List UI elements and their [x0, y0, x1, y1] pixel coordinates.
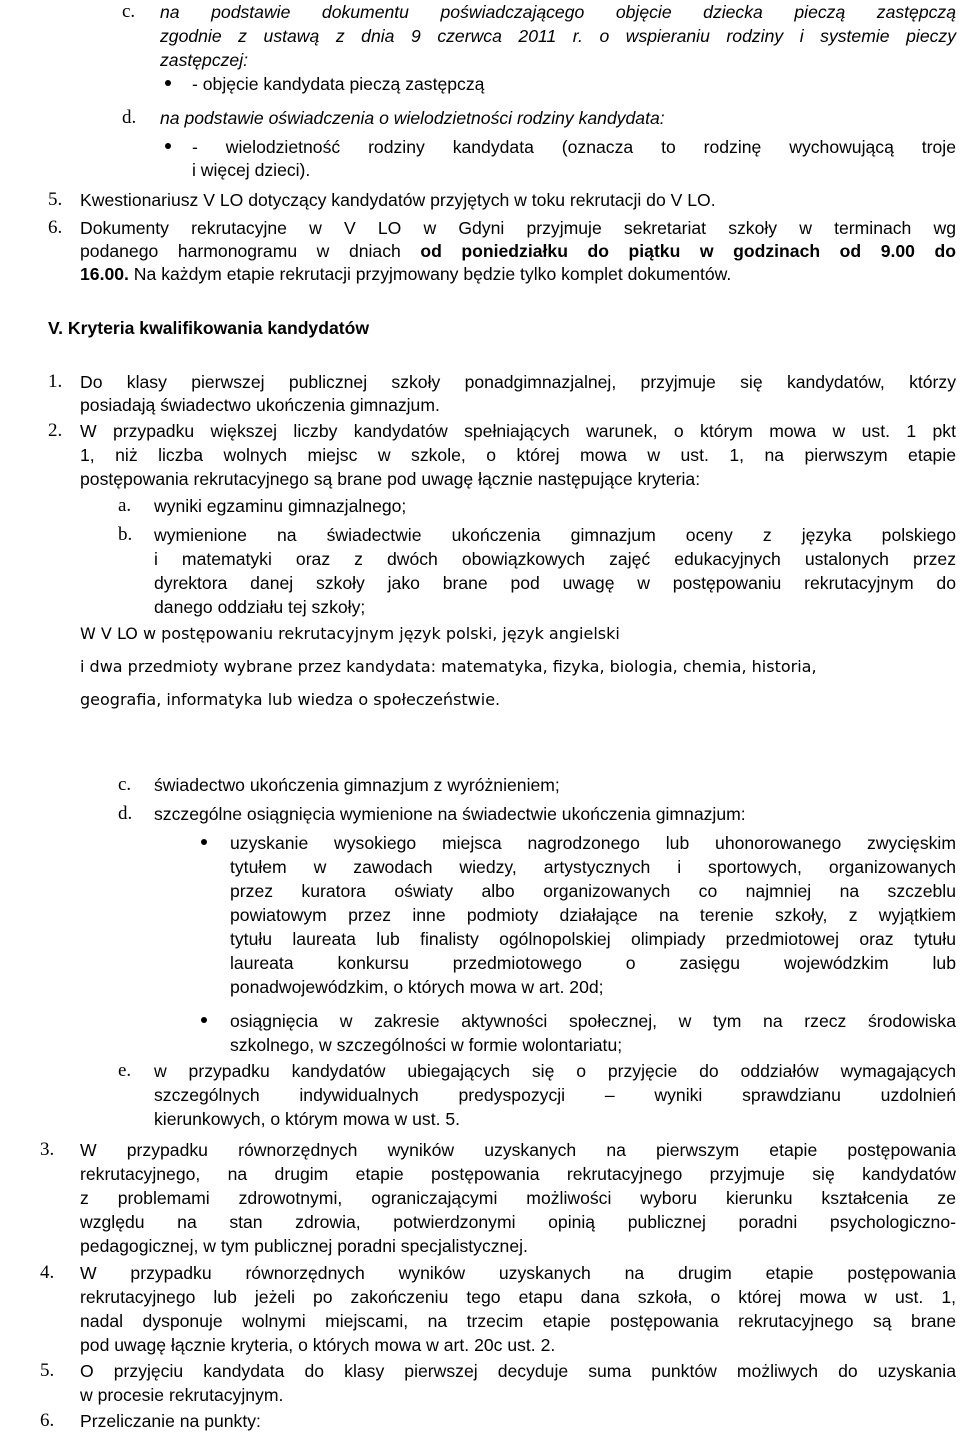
list-marker-b: b.	[118, 524, 133, 545]
bullet-text: tytułem w zawodach wiedzy, artystycznych i sportowych, organizowanych	[230, 857, 956, 877]
note-line: W V LO w postępowaniu rekrutacyjnym język polski, język angielski	[80, 624, 620, 643]
list-marker-d: d.	[122, 107, 137, 128]
text-run-bold: od poniedziałku do piątku w godzinach od 9.00 do	[420, 241, 956, 261]
paragraph-line	[80, 266, 731, 284]
paragraph-line: świadectwo ukończenia gimnazjum z wyróżnieniem;	[154, 775, 560, 795]
list-marker-c: c.	[118, 774, 132, 795]
paragraph-line: z problemami zdrowotnymi, ograniczającymi możliwości wyboru kierunku kształcenia ze	[80, 1188, 956, 1208]
paragraph-line: i matematyki oraz z dwóch obowiązkowych zajęć edukacyjnych ustalonych przez	[154, 549, 956, 569]
bullet-icon	[201, 1017, 207, 1023]
bullet-text: - wielodzietność rodziny kandydata (oznacza to rodzinę wychowującą troje	[192, 137, 956, 157]
bullet-icon	[165, 143, 171, 149]
bullet-icon	[201, 839, 207, 845]
bullet-text: tytułu laureata lub finalisty ogólnopolskiej olimpiady przedmiotowej oraz tytułu	[230, 929, 956, 949]
list-marker-1: 1.	[48, 371, 63, 392]
list-marker-4: 4.	[40, 1262, 55, 1283]
bullet-text: szkolnego, w szczególności w formie wolontariatu;	[230, 1035, 623, 1055]
bullet-text: ponadwojewódzkim, o których mowa w art. 20d;	[230, 977, 604, 997]
list-marker-5: 5.	[48, 189, 63, 210]
paragraph-line: O przyjęciu kandydata do klasy pierwszej decyduje suma punktów możliwych do uzyskania	[80, 1361, 956, 1381]
paragraph-line: zastępczej:	[160, 50, 249, 70]
paragraph-line: 1, niż liczba wolnych miejsc w szkole, o której mowa w ust. 1, na pierwszym etapie	[80, 445, 956, 465]
list-marker-5: 5.	[40, 1360, 55, 1381]
paragraph-line: rekrutacyjnego, na drugim etapie postępowania rekrutacyjnego przyjmuje się kandydatów	[80, 1164, 956, 1184]
note-line: geografia, informatyka lub wiedza o społeczeństwie.	[80, 690, 501, 709]
paragraph-line: pod uwagę łącznie kryteria, o których mowa w art. 20c ust. 2.	[80, 1335, 556, 1355]
bullet-text: przez kuratora oświaty albo organizowanych co najmniej na szczeblu	[230, 881, 956, 901]
text-run: podanego harmonogramu w dniach	[80, 241, 421, 261]
paragraph-line: posiadają świadectwo ukończenia gimnazjum.	[80, 395, 440, 415]
paragraph-line: Kwestionariusz V LO dotyczący kandydatów przyjętych w toku rekrutacji do V LO.	[80, 190, 716, 210]
paragraph-line: szczególne osiągnięcia wymienione na świadectwie ukończenia gimnazjum:	[154, 804, 746, 824]
paragraph-line: w przypadku kandydatów ubiegających się o przyjęcie do oddziałów wymagających	[154, 1061, 956, 1081]
paragraph-line: rekrutacyjnego lub jeżeli po zakończeniu tego etapu dana szkoła, o której mowa w ust. 1,	[80, 1287, 956, 1307]
paragraph-line: dyrektora danej szkoły jako brane pod uwagę w postępowaniu rekrutacyjnym do	[154, 573, 956, 593]
list-marker-6: 6.	[48, 217, 63, 238]
paragraph-line: danego oddziału tej szkoły;	[154, 597, 366, 617]
list-marker-c: c.	[122, 1, 136, 22]
paragraph-line: wyniki egzaminu gimnazjalnego;	[154, 496, 407, 516]
paragraph-line: zgodnie z ustawą z dnia 9 czerwca 2011 r. o wspieraniu rodziny i systemie pieczy	[160, 26, 956, 46]
paragraph-line: wymienione na świadectwie ukończenia gimnazjum oceny z języka polskiego	[154, 525, 956, 545]
list-marker-d: d.	[118, 803, 133, 824]
list-marker-6: 6.	[40, 1410, 55, 1431]
paragraph-line: kierunkowych, o którym mowa w ust. 5.	[154, 1109, 461, 1129]
paragraph-line: postępowania rekrutacyjnego są brane pod uwagę łącznie następujące kryteria:	[80, 469, 701, 489]
note-line: i dwa przedmioty wybrane przez kandydata: matematyka, fizyka, biologia, chemia, historia,	[80, 657, 817, 676]
list-marker-a: a.	[118, 495, 132, 516]
paragraph-line: w procesie rekrutacyjnym.	[80, 1385, 284, 1405]
section-heading: V. Kryteria kwalifikowania kandydatów	[48, 318, 370, 338]
paragraph-line	[80, 243, 956, 261]
text-run-bold: 16.00.	[80, 264, 129, 284]
paragraph-line: Do klasy pierwszej publicznej szkoły ponadgimnazjalnej, przyjmuje się kandydatów, którzy	[80, 372, 956, 392]
bullet-text: powiatowym przez inne podmioty działające na terenie szkoły, z wyjątkiem	[230, 905, 956, 925]
paragraph-line: W przypadku większej liczby kandydatów spełniających warunek, o którym mowa w ust. 1 pkt	[80, 421, 956, 441]
paragraph-line: Dokumenty rekrutacyjne w V LO w Gdyni przyjmuje sekretariat szkoły w terminach wg	[80, 218, 956, 238]
paragraph-line: nadal dysponuje wolnymi miejscami, na trzecim etapie postępowania rekrutacyjnego są brane	[80, 1311, 956, 1331]
bullet-text: uzyskanie wysokiego miejsca nagrodzonego lub uhonorowanego zwycięskim	[230, 833, 956, 853]
bullet-icon	[165, 80, 171, 86]
paragraph-line: W przypadku równorzędnych wyników uzyskanych na pierwszym etapie postępowania	[80, 1140, 956, 1160]
paragraph-line: Przeliczanie na punkty:	[80, 1411, 261, 1431]
paragraph-line: względu na stan zdrowia, potwierdzonymi opinią publicznej poradni psychologiczno-	[80, 1212, 956, 1232]
bullet-text: osiągnięcia w zakresie aktywności społecznej, w tym na rzecz środowiska	[230, 1011, 956, 1031]
bullet-text: i więcej dzieci).	[192, 160, 311, 180]
paragraph-line: W przypadku równorzędnych wyników uzyskanych na drugim etapie postępowania	[80, 1263, 956, 1283]
list-marker-2: 2.	[48, 420, 63, 441]
paragraph-line: pedagogicznej, w tym publicznej poradni specjalistycznej.	[80, 1236, 528, 1256]
list-marker-3: 3.	[40, 1139, 55, 1160]
paragraph-line: szczególnych indywidualnych predyspozycji – wyniki sprawdzianu uzdolnień	[154, 1085, 956, 1105]
text-run: Na każdym etapie rekrutacji przyjmowany będzie tylko komplet dokumentów.	[128, 264, 732, 284]
bullet-text: - objęcie kandydata pieczą zastępczą	[192, 74, 485, 94]
paragraph-line: na podstawie dokumentu poświadczającego objęcie dziecka pieczą zastępczą	[160, 2, 956, 22]
list-marker-e: e.	[118, 1060, 132, 1081]
paragraph-line: na podstawie oświadczenia o wielodzietności rodziny kandydata:	[160, 108, 665, 128]
bullet-text: laureata konkursu przedmiotowego o zasięgu wojewódzkim lub	[230, 953, 956, 973]
